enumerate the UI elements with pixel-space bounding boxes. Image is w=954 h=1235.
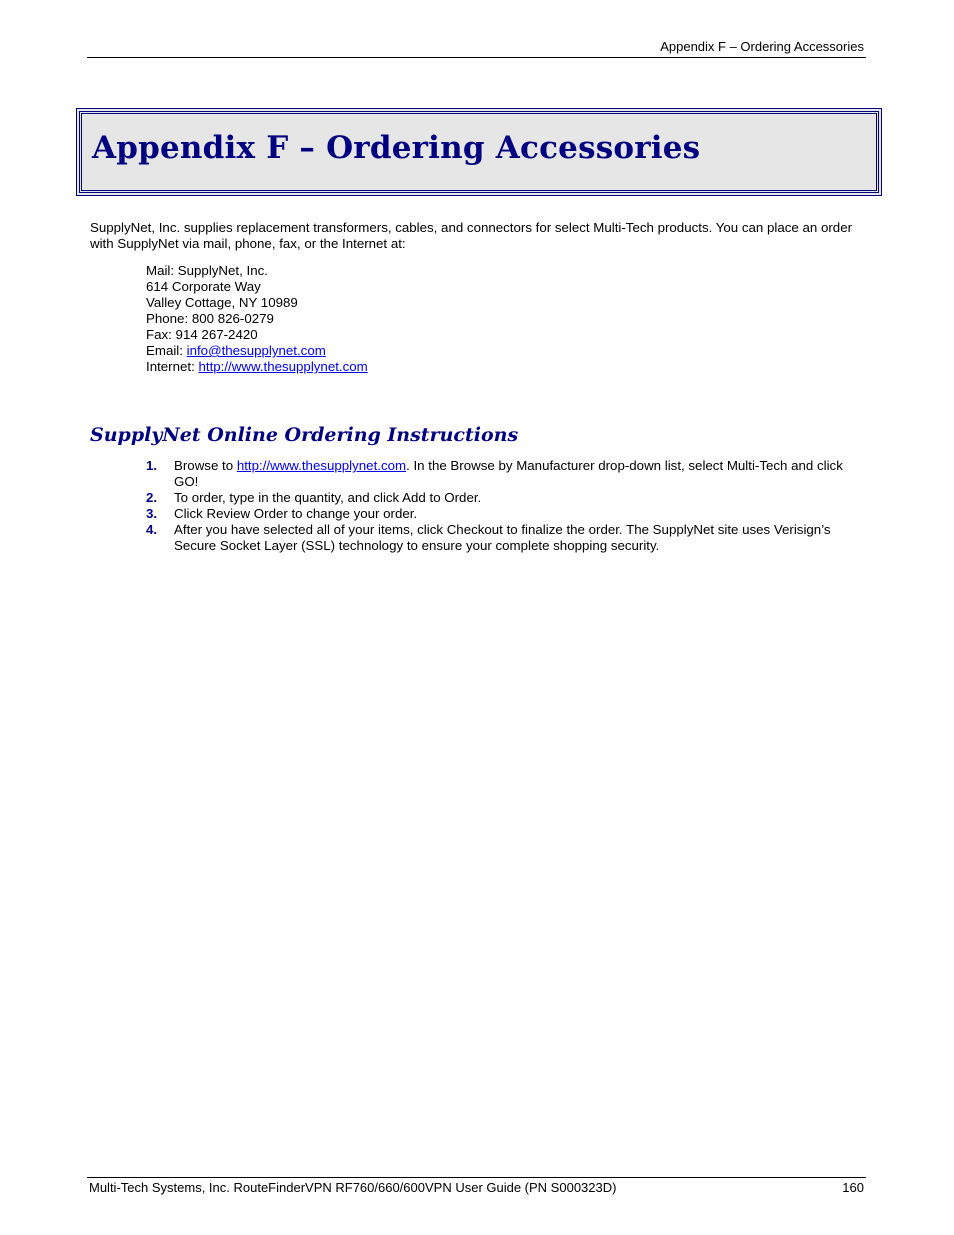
step-link[interactable]: http://www.thesupplynet.com [236, 458, 407, 473]
step-number: 1. [146, 458, 158, 473]
page-number: 160 [842, 1180, 864, 1195]
address-street: 614 Corporate Way [146, 279, 261, 294]
internet-link[interactable]: http://www.thesupplynet.com [198, 359, 368, 374]
step-text-after: . In the Browse by Manufacturer drop-down list, select Multi-Tech and click GO! [174, 458, 843, 489]
address-phone: Phone: 800 826-0279 [146, 311, 274, 326]
step-text: To order, type in the quantity, and click Add to Order. [174, 490, 482, 505]
list-item [146, 506, 866, 522]
ordering-steps-list [146, 458, 866, 554]
address-internet [146, 359, 368, 375]
list-item [146, 490, 866, 506]
running-footer [87, 1177, 866, 1195]
chapter-title: Appendix F – Ordering Accessories [92, 130, 701, 166]
list-item [146, 458, 866, 490]
address-fax: Fax: 914 267-2420 [146, 327, 258, 342]
address-mail: Mail: SupplyNet, Inc. [146, 263, 268, 278]
list-item [146, 522, 866, 554]
email-label: Email: [146, 343, 187, 358]
step-number: 3. [146, 506, 158, 521]
step-text: After you have selected all of your items, click Checkout to finalize the order. The SupplyNet site uses Verisign’s Secure Socket Layer (SSL) technology to ensure your complete shopping security. [174, 522, 831, 553]
running-header [87, 38, 866, 58]
address-block [146, 263, 368, 375]
step-text: Click Review Order to change your order. [174, 506, 418, 521]
section-heading: SupplyNet Online Ordering Instructions [90, 424, 519, 446]
chapter-title-box [76, 108, 882, 196]
intro-paragraph: SupplyNet, Inc. supplies replacement transformers, cables, and connectors for select Multi-Tech products. You can place an order with SupplyNet via mail, phone, fax, or the Internet at: [90, 220, 853, 251]
email-link[interactable]: info@thesupplynet.com [186, 343, 326, 358]
step-number: 4. [146, 522, 158, 537]
footer-document-title: Multi-Tech Systems, Inc. RouteFinderVPN RF760/660/600VPN User Guide (PN S000323D) [89, 1180, 617, 1195]
step-number: 2. [146, 490, 158, 505]
step-text-before: Browse to [174, 458, 237, 473]
address-email [146, 343, 368, 359]
running-header-title: Appendix F – Ordering Accessories [660, 39, 864, 54]
internet-label: Internet: [146, 359, 199, 374]
address-city: Valley Cottage, NY 10989 [146, 295, 298, 310]
